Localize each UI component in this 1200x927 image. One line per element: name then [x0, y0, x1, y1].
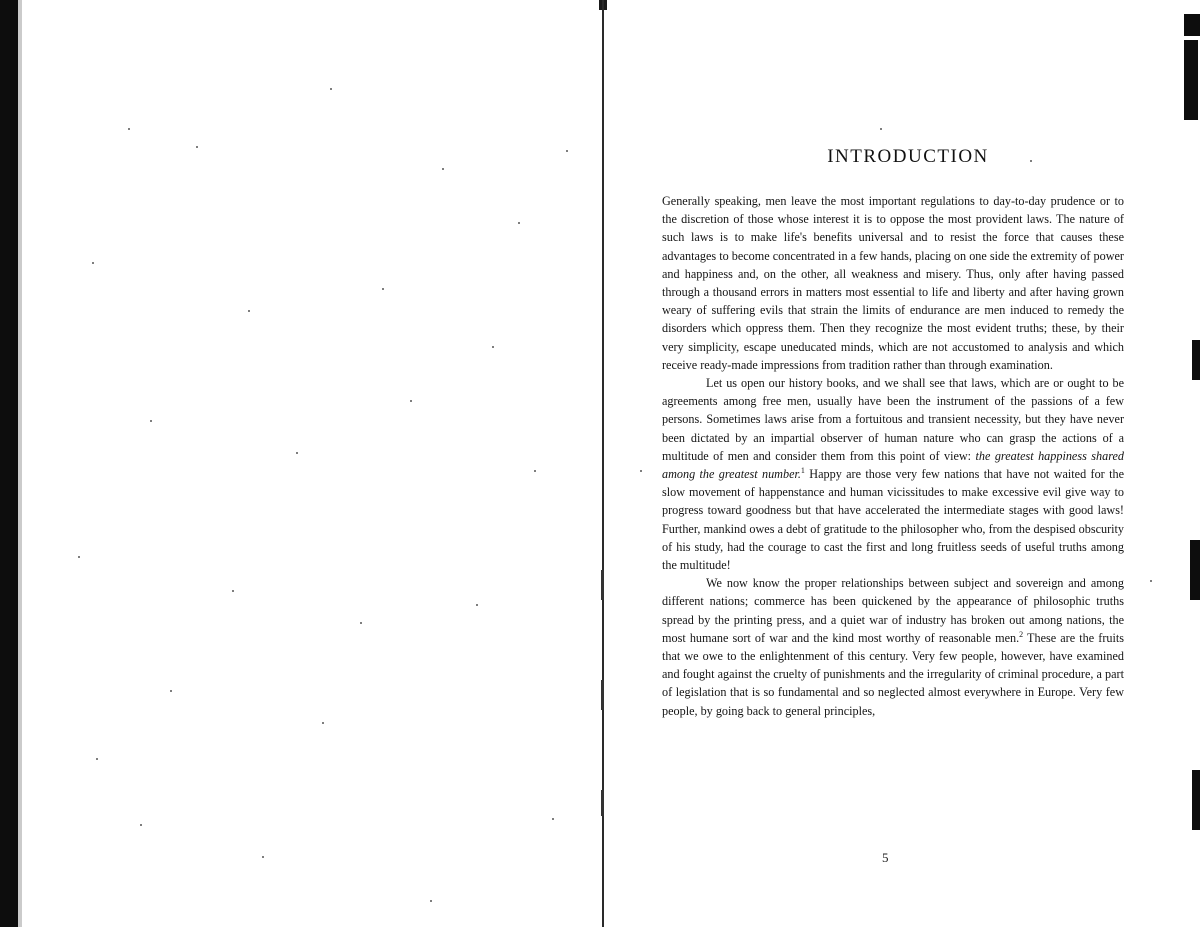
paragraph [662, 574, 1124, 720]
scan-speck [296, 452, 298, 454]
footnote-marker: 1 [800, 465, 805, 475]
left-scan-shadow [18, 0, 22, 927]
scan-speck [248, 310, 250, 312]
chapter-heading: INTRODUCTION [827, 146, 989, 167]
scan-speck [170, 690, 172, 692]
gutter-mark [601, 790, 604, 816]
right-edge-mark [1192, 770, 1200, 830]
scan-speck [330, 88, 332, 90]
scan-speck [534, 470, 536, 472]
paragraph-text: Let us open our history books, and we shall see that laws, which are or ought to be agreements among free men, usually have been the instrument of the passions of a few persons. Sometimes laws arise from a fortuitous and transient necessity, but they have never been dictated by an impartial observer of human nature who can grasp the actions of a multitude of men and consider them from this point of view: [662, 376, 1124, 463]
scan-speck [1150, 580, 1152, 582]
paragraph-text: These are the fruits that we owe to the enlightenment of this century. Very few people, however, have examined and fought against the cruelty of punishments and the irregularity of criminal procedure, a part of legislation that is so fundamental and so neglected almost everywhere in Europe. Very few people, by going back to general principles, [662, 630, 1124, 718]
right-edge-mark [1184, 14, 1200, 36]
scan-speck [410, 400, 412, 402]
paragraph-text: Generally speaking, men leave the most important regulations to day-to-day prudence or to the discretion of those whose interest it is to oppose the most provident laws. The nature of such laws is to make life's benefits universal and to resist the force that causes these advantages to become concentrated in a few hands, placing on one side the extremity of power and happiness and, on the other, all weakness and misery. Thus, only after having passed through a thousand errors in matters most essential to life and liberty and after having grown weary of suffering evils that strain the limits of endurance are men induced to remedy the disorders which oppress them. Then they recognize the most evident truths; these, by their very simplicity, escape uneducated minds, which are not accustomed to analysis and which receive ready-made impressions from tradition rather than through examination. [662, 194, 1124, 372]
scan-speck [92, 262, 94, 264]
gutter-mark [601, 680, 604, 710]
scan-speck [150, 420, 152, 422]
scan-speck [262, 856, 264, 858]
scan-speck [442, 168, 444, 170]
scan-speck [140, 824, 142, 826]
right-edge-mark [1192, 340, 1200, 380]
right-edge-mark [1184, 40, 1198, 120]
scan-speck [880, 128, 882, 130]
scan-speck [78, 556, 80, 558]
book-gutter [602, 0, 604, 927]
scan-speck [518, 222, 520, 224]
left-scan-edge [0, 0, 18, 927]
right-page-text-block [662, 146, 1124, 720]
paragraph-text: We now know the proper relationships between subject and sovereign and among different nations; commerce has been quickened by the appearance of philosophic truths spread by the printing press, and a quiet war of industry has broken out among nations, the most humane sort of war and the kind most worthy of reasonable men. [662, 576, 1124, 645]
emphasized-phrase: the greatest happiness shared among the greatest number. [662, 448, 1124, 482]
page-number: 5 [882, 850, 889, 865]
paragraph [662, 374, 1124, 574]
scan-speck [566, 150, 568, 152]
scan-speck [492, 346, 494, 348]
gutter-mark [601, 570, 604, 600]
scan-speck [128, 128, 130, 130]
scan-speck [640, 470, 642, 472]
scan-speck [552, 818, 554, 820]
paragraph-text: Happy are those very few nations that have not waited for the slow movement of happenstance and human vicissitudes to make excessive evil give way to progress toward goodness but that have accelerated the intermediate stages with good laws! Further, mankind owes a debt of gratitude to the philosopher who, from the despised obscurity of his study, had the courage to cast the first and long fruitless seeds of useful truths among the multitude! [662, 467, 1125, 573]
scan-speck [196, 146, 198, 148]
paragraph [662, 192, 1124, 374]
right-edge-mark [1190, 540, 1200, 600]
footnote-marker: 2 [1019, 629, 1024, 639]
scan-speck [96, 758, 98, 760]
scan-speck [430, 900, 432, 902]
scan-speck [382, 288, 384, 290]
scan-speck [360, 622, 362, 624]
scan-speck [476, 604, 478, 606]
scan-speck [322, 722, 324, 724]
right-scan-edge [1180, 0, 1200, 927]
scan-speck [232, 590, 234, 592]
